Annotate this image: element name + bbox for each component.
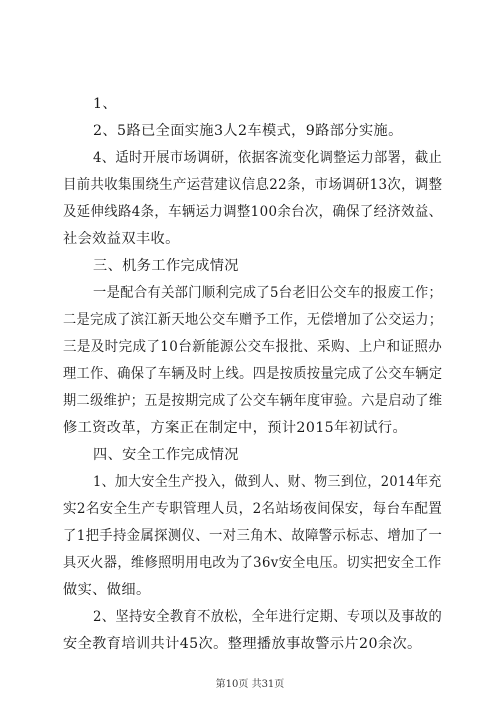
text-line: 及延伸线路4条，车辆运力调整100余台次，确保了经济效益、 bbox=[63, 204, 443, 220]
text-line: 做实、做细。 bbox=[63, 582, 151, 598]
text-line: 2、5路已全面实施3人2车模式，9路部分实施。 bbox=[93, 123, 403, 139]
text-line: 4、适时开展市场调研，依据客流变化调整运力部署，截止 bbox=[93, 150, 443, 166]
text-line: 1、加大安全生产投入，做到人、财、物三到位，2014年充 bbox=[93, 474, 442, 490]
section-heading: 四、安全工作完成情况 bbox=[93, 447, 239, 463]
text-line: 修工资改革，方案正在制定中，预计2015年初试行。 bbox=[63, 420, 408, 436]
text-line: 期二级维护；五是按期完成了公交车辆年度审验。六是启动了维 bbox=[63, 393, 443, 409]
text-line: 具灭火器，维修照明用电改为了36v安全电压。切实把安全工作 bbox=[63, 555, 442, 571]
text-line: 目前共收集围绕生产运营建议信息22条，市场调研13次，调整 bbox=[63, 177, 443, 193]
text-line: 1、 bbox=[93, 96, 118, 112]
page-footer: 第10页 共31页 bbox=[215, 679, 285, 690]
section-heading: 三、机务工作完成情况 bbox=[93, 258, 239, 274]
text-line: 理工作、确保了车辆及时上线。四是按质按量完成了公交车辆定 bbox=[63, 366, 443, 382]
text-line: 三是及时完成了10台新能源公交车报批、采购、上户和证照办 bbox=[63, 339, 443, 355]
text-line: 社会效益双丰收。 bbox=[63, 231, 180, 247]
text-line: 一是配合有关部门顺利完成了5台老旧公交车的报废工作； bbox=[93, 285, 443, 301]
text-line: 安全教育培训共计45次。整理播放事故警示片20余次。 bbox=[63, 636, 422, 652]
text-line: 实2名安全生产专职管理人员，2名站场夜间保安，每台车配置 bbox=[63, 501, 443, 517]
text-line: 二是完成了滨江新天地公交车赠予工作，无偿增加了公交运力； bbox=[63, 312, 443, 328]
text-line: 2、坚持安全教育不放松，全年进行定期、专项以及事故的 bbox=[93, 609, 443, 625]
text-line: 了1把手持金属探测仪、一对三角木、故障警示标志、增加了一 bbox=[63, 528, 443, 544]
